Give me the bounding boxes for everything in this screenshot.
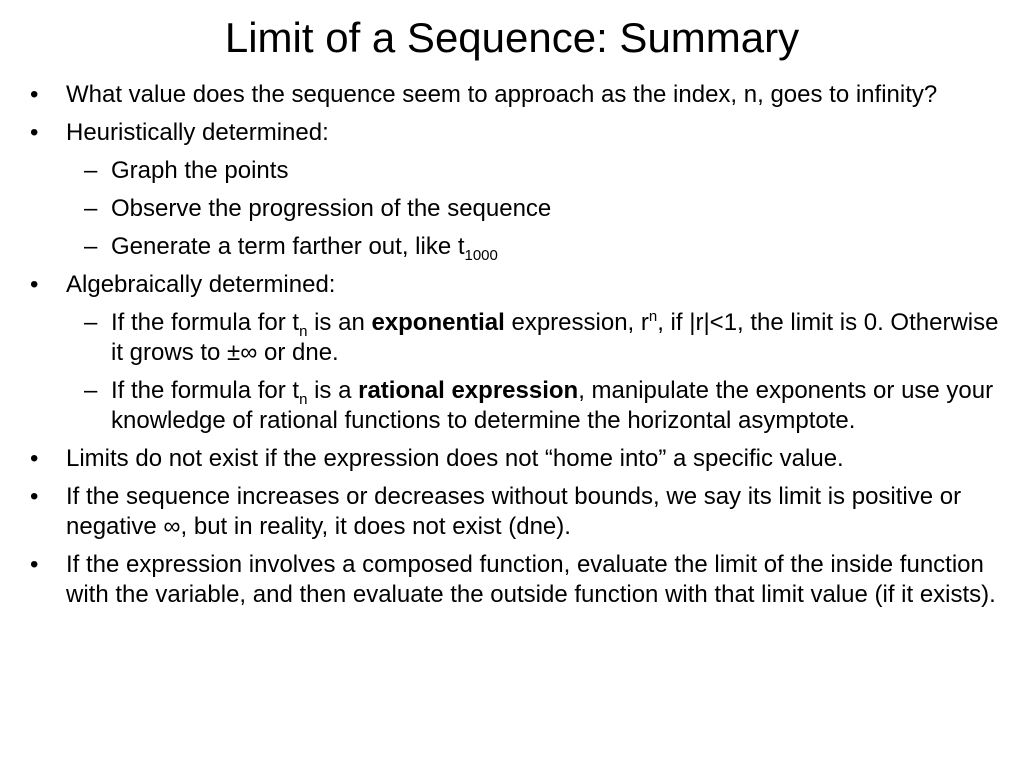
- sub-bullet-text: If the formula for t: [111, 377, 300, 404]
- dash-marker: –: [84, 377, 98, 404]
- bullet-text: Heuristically determined:: [66, 119, 329, 146]
- bullet-text: Limits do not exist if the expression does not “home into” a specific value.: [66, 445, 844, 472]
- bullet-item: [0, 270, 1001, 300]
- bullet-marker: •: [30, 445, 39, 472]
- bullet-marker: •: [30, 271, 39, 298]
- superscript: n: [648, 308, 658, 325]
- sub-bullet-item: [0, 194, 1010, 224]
- sub-bullet-text: , if |r|<1, the limit is 0. Otherwise it grows to ±∞ or dne.: [111, 309, 999, 366]
- subscript: n: [299, 323, 308, 340]
- bold-term: exponential: [371, 309, 505, 336]
- sub-bullet-item: [0, 308, 1010, 368]
- bullet-text: What value does the sequence seem to approach as the index, n, goes to infinity?: [66, 81, 938, 108]
- sub-bullet-item: [0, 376, 1010, 436]
- bullet-item: [0, 118, 1001, 148]
- bold-term: rational expression: [358, 377, 579, 404]
- sub-bullet-text: , manipulate the exponents or use your knowledge of rational functions to determine the horizontal asymptote.: [111, 377, 994, 434]
- bullet-item: [0, 550, 1001, 610]
- sub-bullet-text: is a: [307, 377, 359, 404]
- dash-marker: –: [84, 195, 98, 222]
- subscript: n: [299, 391, 308, 408]
- sub-bullet-text: Graph the points: [111, 157, 289, 184]
- bullet-marker: •: [30, 551, 39, 578]
- bullet-item: [0, 482, 1001, 542]
- bullet-text: If the expression involves a composed function, evaluate the limit of the inside function with the variable, and then evaluate the outside function with that limit value (if it exists).: [66, 551, 996, 608]
- dash-marker: –: [84, 157, 98, 184]
- bullet-item: [0, 444, 1001, 474]
- sub-bullet-text: is an: [307, 309, 372, 336]
- bullet-marker: •: [30, 81, 39, 108]
- dash-marker: –: [84, 309, 98, 336]
- sub-bullet-item: [0, 156, 1010, 186]
- slide-content: [0, 80, 1024, 618]
- sub-bullet-text: expression, r: [504, 309, 649, 336]
- dash-marker: –: [84, 233, 98, 260]
- bullet-item: [0, 80, 1001, 110]
- subscript: 1000: [464, 247, 498, 264]
- bullet-text: If the sequence increases or decreases without bounds, we say its limit is positive or negative ∞, but in reality, it does not exist (dne).: [66, 483, 962, 540]
- sub-bullet-text: If the formula for t: [111, 309, 300, 336]
- sub-bullet-text: Observe the progression of the sequence: [111, 195, 552, 222]
- slide-title: Limit of a Sequence: Summary: [224, 14, 800, 61]
- bullet-marker: •: [30, 119, 39, 146]
- sub-bullet-item: [0, 232, 1010, 262]
- sub-bullet-text: Generate a term farther out, like t: [111, 233, 465, 260]
- bullet-text: Algebraically determined:: [66, 271, 336, 298]
- bullet-marker: •: [30, 483, 39, 510]
